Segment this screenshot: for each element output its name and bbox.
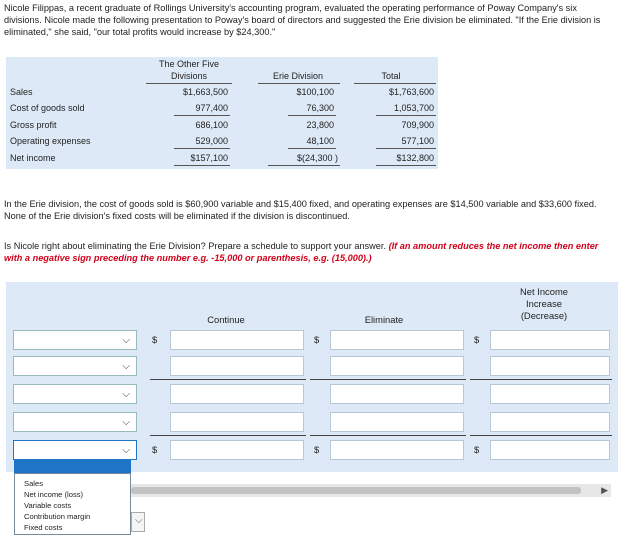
chevron-down-icon: ⌵: [122, 445, 130, 456]
dropdown-option-fixed-costs[interactable]: Fixed costs: [24, 523, 63, 532]
line-item-select[interactable]: [13, 330, 137, 350]
table-row: [6, 436, 618, 462]
continue-input[interactable]: [170, 412, 304, 432]
eliminate-input[interactable]: [330, 330, 464, 350]
dropdown-option-net-income[interactable]: Net income (loss): [24, 490, 84, 499]
continue-input[interactable]: [170, 330, 304, 350]
net-change-input[interactable]: [490, 440, 610, 460]
table-row: [6, 408, 618, 434]
question: Is Nicole right about eliminating the Erie Division? Prepare a schedule to support your answer.: [4, 241, 386, 251]
header-net-line3: (Decrease): [520, 310, 568, 321]
currency-sign: $: [314, 334, 320, 345]
chevron-down-icon: ⌵: [122, 417, 130, 428]
header-continue: Continue: [207, 314, 245, 325]
eliminate-input[interactable]: [330, 356, 464, 376]
dropdown-option-contribution-margin[interactable]: Contribution margin: [24, 512, 91, 521]
hidden-select-stub[interactable]: [131, 512, 145, 532]
dropdown-option-variable-costs[interactable]: Variable costs: [24, 501, 72, 510]
table-row: [6, 352, 618, 378]
line-item-select[interactable]: [13, 356, 137, 376]
continue-input[interactable]: [170, 356, 304, 376]
cell-value: 709,900: [401, 120, 434, 130]
table-row: [6, 380, 618, 406]
currency-sign: $: [314, 444, 320, 455]
line-item-select-open[interactable]: [13, 440, 137, 460]
cell-value: 529,000: [195, 136, 228, 146]
cell-value: $132,800: [396, 153, 434, 163]
currency-sign: $: [474, 444, 480, 455]
chevron-down-icon: ⌵: [122, 389, 130, 400]
continue-input[interactable]: [170, 384, 304, 404]
eliminate-input[interactable]: [330, 412, 464, 432]
header-net-line2: Increase: [526, 298, 562, 309]
cell-value: 1,053,700: [393, 103, 434, 113]
cell-value: $100,100: [296, 87, 334, 97]
arrow-right-icon[interactable]: ▶: [601, 485, 608, 495]
line-item-select[interactable]: [13, 384, 137, 404]
dropdown-option-sales[interactable]: Sales: [24, 479, 43, 488]
problem-intro: Nicole Filippas, a recent graduate of Rollings University's accounting program, evaluated the operating performance of Poway Company's six divisions. Nicole made the following presentation to Poway's board of directors and suggested the Erie division be eliminated. "If the Erie division is eliminated," she said, "our total profits would increase by $24,300.": [4, 3, 601, 37]
row-label-gross-profit: Gross profit: [10, 120, 57, 130]
line-item-select[interactable]: [13, 412, 137, 432]
cell-value: 577,100: [401, 136, 434, 146]
cell-value: 76,300: [306, 103, 334, 113]
answer-schedule: [6, 282, 618, 472]
net-change-input[interactable]: [490, 412, 610, 432]
dropdown-highlight: [14, 460, 131, 474]
eliminate-input[interactable]: [330, 440, 464, 460]
table-row: [6, 326, 618, 352]
scroll-thumb[interactable]: [131, 487, 581, 494]
chevron-down-icon: ⌵: [122, 361, 130, 372]
dropdown-menu: [14, 473, 131, 535]
question-text: [4, 240, 612, 264]
erie-cost-note: In the Erie division, the cost of goods sold is $60,900 variable and $15,400 fixed, and operating expenses are $14,500 variable and $33,600 fixed. None of the Erie division's fixed costs will be eliminated if the division is discontinued.: [4, 199, 597, 221]
cell-value: $157,100: [190, 153, 228, 163]
given-income-table: [6, 57, 438, 169]
cell-value: $(24,300 ): [296, 153, 338, 163]
net-change-input[interactable]: [490, 356, 610, 376]
currency-sign: $: [474, 334, 480, 345]
header-eliminate: Eliminate: [364, 314, 404, 325]
chevron-down-icon: ⌵: [135, 515, 143, 526]
header-other-line2: Divisions: [170, 71, 207, 81]
cell-value: 977,400: [195, 103, 228, 113]
header-net-line1: Net Income: [520, 286, 568, 297]
row-label-cogs: Cost of goods sold: [10, 103, 85, 113]
row-label-sales: Sales: [10, 87, 33, 97]
currency-sign: $: [152, 444, 158, 455]
continue-input[interactable]: [170, 440, 304, 460]
net-change-input[interactable]: [490, 384, 610, 404]
cell-value: 686,100: [195, 120, 228, 130]
cell-value: $1,763,600: [388, 87, 434, 97]
horizontal-scrollbar[interactable]: [131, 484, 611, 497]
header-erie: Erie Division: [272, 71, 323, 81]
cell-value: 48,100: [306, 136, 334, 146]
header-total: Total: [381, 71, 401, 81]
header-other-line1: The Other Five: [158, 59, 220, 69]
row-label-opex: Operating expenses: [10, 136, 91, 146]
cell-value: $1,663,500: [182, 87, 228, 97]
row-label-net-income: Net income: [10, 153, 56, 163]
chevron-down-icon: ⌵: [122, 335, 130, 346]
net-change-input[interactable]: [490, 330, 610, 350]
eliminate-input[interactable]: [330, 384, 464, 404]
currency-sign: $: [152, 334, 158, 345]
cell-value: 23,800: [306, 120, 334, 130]
instruction: (If an amount reduces the net income then enter with a negative sign preceding the number e.g. -15,000 or parenthesis, e.g. (15,000).): [4, 241, 599, 263]
